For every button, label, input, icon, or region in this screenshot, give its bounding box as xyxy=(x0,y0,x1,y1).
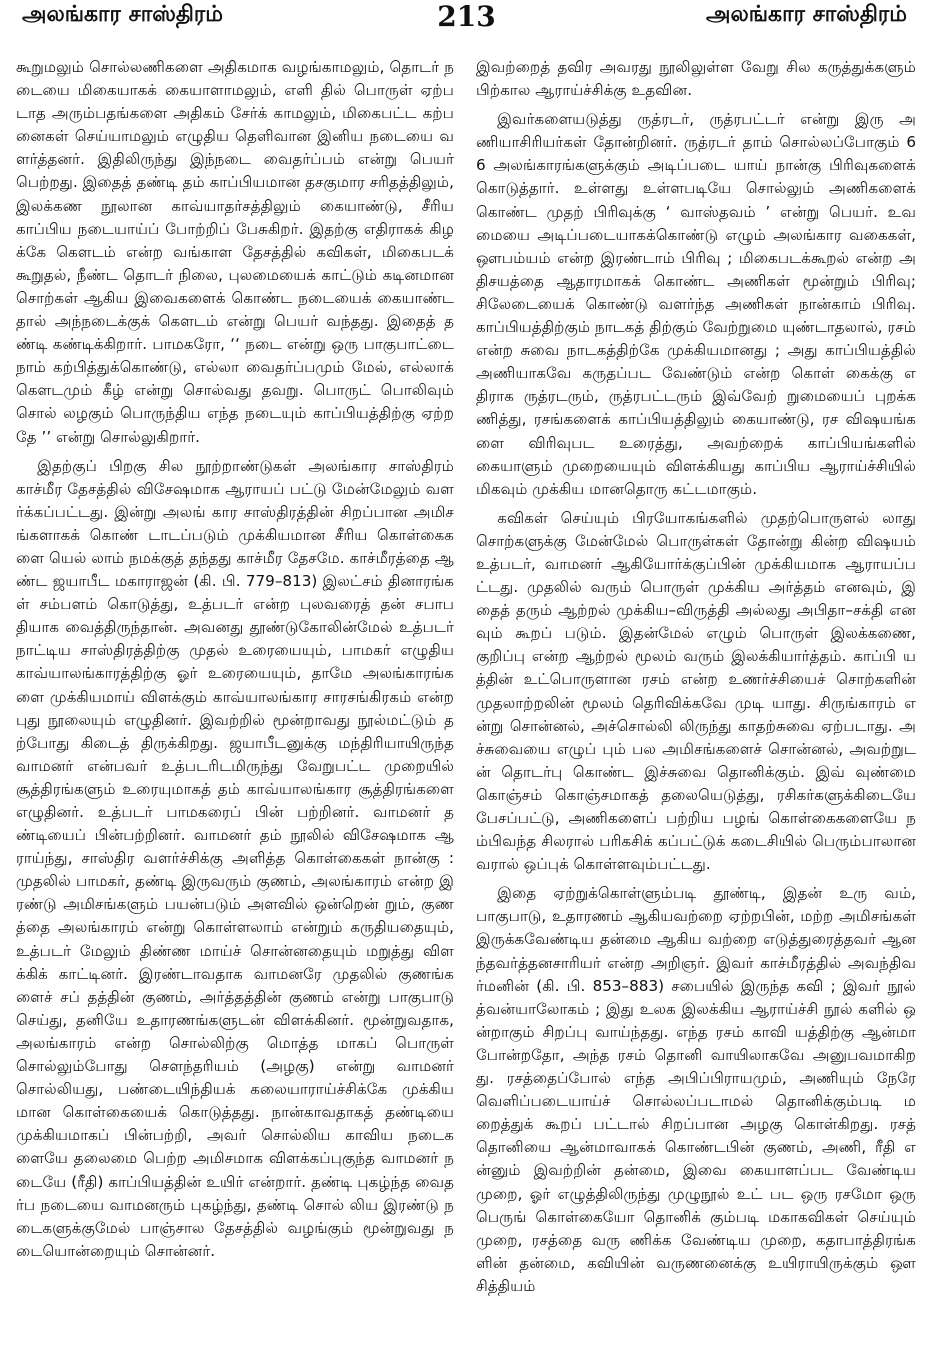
paragraph: இவற்றைத் தவிர அவரது நூலிலுள்ள வேறு சில கருத்துக்களும் பிற்கால ஆராய்ச்சிக்கு உதவின. xyxy=(476,58,916,100)
running-title-left: அலங்கார சாஸ்திரம் xyxy=(22,2,223,27)
running-title-right: அலங்கார சாஸ்திரம் xyxy=(706,2,907,27)
paragraph: இவர்களையடுத்து ருத்ரடர், ருத்ரபட்டர் என்று இரு அணியாசிரியர்கள் தோன்றினர். ருத்ரடர் தாம் சொல்லப்போகும் 66 அலங்காரங்களுக்கும் அடிப்படை யாய் நான்கு பிரிவுகளைக் கொடுத்தார். உள்ளது உள்ளபடியே சொல்லும் அணிகளைக் கொண்ட முதற் பிரிவுக்கு ‘ வாஸ்தவம் ’ என்று பெயர். உவமையை அடிப்படையாகக்கொண்டு எழும் அலங்கார வகைகள், ஔபம்யம் என்ற இரண்டாம் பிரிவு ; மிகைபடக்கூறல் என்ற அதிசயத்தை ஆதாரமாகக் கொண்ட அணிகள் மூன்றும் பிரிவு; சிலேடையைக் கொண்டு வளர்ந்த அணிகள் நான்காம் பிரிவு. காப்பியத்திற்கும் நாடகத் திற்கும் வேற்றுமை யுண்டாதலால், ரசம் என்ற சுவை நாடகத்திற்கே முக்கியமானது ; அது காப்பியத்தில் அணியாகவே கருதப்பட வேண்டும் என்ற கொள் கைக்கு எதிராக ருத்ரடரும், ருத்ரபட்டரும் இவ்வேற் றுமையைப் புறக்கணித்து, ரசங்களைக் காப்பியத்திலும் கையாண்டு, ரச விஷயங்களை விரிவுபட உரைத்து, அவற்றைக் காப்பியங்களில் கையாளும் முறையையும் விளக்கியது காப்பிய ஆராய்ச்சியில் மிகவும் முக்கிய மானதொரு கட்டமாகும். xyxy=(476,110,916,498)
page-header xyxy=(0,0,933,44)
paragraph: கூறுமலும் சொல்லணிகளை அதிகமாக வழங்காமலும், தொடர் நடையை மிகையாகக் கையாளாமலும், எளி தில் பொருள் ஏற்படாத அரும்பதங்களை அதிகம் சேர்க் காமலும், மிகைபட்ட கற்பனைகள் செய்யாமலும் எழுதிய தெளிவான இனிய நடையை வளர்த்தனர். இதிலிருந்து இந்நடை வைதர்ப்பம் என்று பெயர் பெற்றது. இதைத் தண்டி தம் காப்பியமான தசகுமார சரிதத்திலும், இலக்கண நூலான காவ்யாதர்சத்திலும் கையாண்டு, சீரிய காப்பிய நடையாய்ப் போற்றிப் பேசுகிறர். இதற்கு எதிராகக் கிழக்கே கௌடம் என்ற வங்காள தேசத்தில் கவிகள், மிகைபடக் கூறுதல், நீண்ட தொடர் நிலை, புலமையைக் காட்டும் கடினமான சொற்கள் ஆகிய இவைகளைக் கொண்ட நடையைக் கையாண்ட தால் அந்நடைக்குக் கௌடம் என்று பெயர் வந்தது. இதைத் தண்டி கண்டிக்கிறார். பாமகரோ, ‘‘ நடை என்று ஒரு பாகுபாட்டை நாம் கற்பித்துக்கொண்டு, எல்லா வைதர்ப்பமும் மேல், எல்லாக் கௌடமும் கீழ் என்று சொல்வது தவறு. பொருட் பொலிவும் சொல் லழகும் பொருந்திய எந்த நடையும் காப்பியத்திற்கு ஏற்றதே ’’ என்று சொல்லுகிறார். xyxy=(16,58,454,446)
right-column xyxy=(476,56,916,1356)
paragraph: கவிகள் செய்யும் பிரயோகங்களில் முதற்பொருளல் லாது சொற்களுக்கு மேன்மேல் பொருள்கள் தோன்று கின்ற விஷயம் உத்படர், வாமனர் ஆகியோர்க்குப்பின் முக்கியமாக ஆராயப்பட்டது. முதலில் வரும் பொருள் முக்கிய அர்த்தம் எனவும், இதைத் தரும் ஆற்றல் முக்கிய–விருத்தி அல்லது அபிதா–சக்தி எனவும் கூறப் படும். இதன்மேல் எழும் பொருள் இலக்கணை, குறிப்பு என்ற ஆற்றல் மூலம் வரும் இலக்கியார்த்தம். காப்பி யத்தின் உட்பொருளான ரசம் என்ற உணர்ச்சியைச் சொற்களின் முதலாற்றலின் மூலம் தெரிவிக்கவே முடி யாது. சிருங்காரம் என்று சொன்னல், அச்சொல்லி லிருந்து காதற்சுவை ஏற்படாது. அச்சுவையை எழுப் பும் பல அமிசங்களைச் சொன்னல், அவற்றுடன் தொடர்பு கொண்ட இச்சுவை தொனிக்கும். இவ் வுண்மை கொஞ்சம் கொஞ்சமாகத் தலையெடுத்து, ரசிகர்களுக்கிடையே பேசப்பட்டு, அணிகளைப் பற்றிய பழங் கொள்கைகளையே நம்பிவந்த சிலரால் பரிகசிக் கப்பட்டுக் கடைசியில் பெரும்பாலானவரால் ஒப்புக் கொள்ளவும்பட்டது. xyxy=(476,508,916,874)
page-number: 213 xyxy=(437,0,496,33)
paragraph: இதற்குப் பிறகு சில நூற்றாண்டுகள் அலங்கார சாஸ்திரம் காச்மீர தேசத்தில் விசேஷமாக ஆராயப் பட்டு மேன்மேலும் வளர்க்கப்பட்டது. இன்று அலங் கார சாஸ்திரத்தின் சிறப்பான அமிசங்களாகக் கொண் டாடப்படும் முக்கியமான சீரிய கொள்கைகளை யெல் லாம் நமக்குத் தந்தது காச்மீர தேசமே. காச்மீரத்தை ஆண்ட ஜயாபீட மகாராஜன் (கி. பி. 779–813) இலட்சம் தினாரங்கள் சம்பளம் கொடுத்து, உத்படர் என்ற புலவரைத் தன் சபாபதியாக வைத்திருந்தான். அவனது தூண்டுகோலின்மேல் உத்படர் நாட்டிய சாஸ்திரத்திற்கு முதல் உரையையும், பாமகர் எழுதிய காவ்யாலங்காரத்திற்கு ஓர் உரையையும், தாமே அலங்காரங்களை முக்கியமாய் விளக்கும் காவ்யாலங்கார சாரசங்கிரகம் என்ற புது நூலையும் எழுதினர். இவற்றில் மூன்றாவது நூல்மட்டும் தற்போது கிடைத் திருக்கிறது. ஜயாபீடனுக்கு மந்திரியாயிருந்த வாமனர் என்பவர் உத்படரிடமிருந்து வேறுபட்ட முறையில் சூத்திரங்களும் உரையுமாகத் தம் காவ்யாலங்கார சூத்திரங்களை எழுதினர். உத்படர் பாமகரைப் பின் பற்றினர். வாமனர் தண்டியைப் பின்பற்றினர். வாமனர் தம் நூலில் விசேஷமாக ஆராய்ந்து, சாஸ்திர வளர்ச்சிக்கு அளித்த கொள்கைகள் நான்கு : முதலில் பாமகர், தண்டி இருவரும் குணம், அலங்காரம் என்ற இரண்டு அமிசங்களும் பயன்படும் அளவில் ஒன்றென் றும், குணத்தை அலங்காரம் என்று கொள்ளலாம் என்றும் கருதியதையும், உத்படர் மேலும் திண்ண மாய்ச் சொன்னதையும் மறுத்து விளக்கிக் காட்டினர். இரண்டாவதாக வாமனரே முதலில் குணங்களைச் சப் தத்தின் குணம், அர்த்தத்தின் குணம் என்று பாகுபாடு செய்து, தனியே உதாரணங்களுடன் விளக்கினர். மூன்றுவதாக, அலங்காரம் என்ற சொல்லிற்கு மொத்த மாகப் பொருள் சொல்லும்போது சௌந்தரியம் (அழகு) என்று வாமனர் சொல்லியது, பண்டையிந்தியக் கலையாராய்ச்சிக்கே முக்கியமான கொள்கையைக் கொடுத்தது. நான்காவதாகத் தண்டியை முக்கியமாகப் பின்பற்றி, அவர் சொல்லிய காவிய நடைகளையே தலைமை பெற்ற அமிசமாக விளக்கப்புகுந்த வாமனர் நடையே (ரீதி) காப்பியத்தின் உயிர் என்றார். தண்டி புகழ்ந்த வைதர்ப நடையை வாமனரும் புகழ்ந்து, தண்டி சொல் லிய இரண்டு நடைகளுக்குமேல் பாஞ்சால தேசத்தில் வழங்கும் மூன்றுவது நடையொன்றையும் சொன்னர். xyxy=(16,456,454,1260)
paragraph: இதை ஏற்றுக்கொள்ளும்படி தூண்டி, இதன் உரு வம், பாகுபாடு, உதாரணம் ஆகியவற்றை ஏற்றபின், மற்ற அமிசங்கள் இருக்கவேண்டிய தன்மை ஆகிய வற்றை எடுத்துரைத்தவர் ஆனந்தவர்த்தனசாரியர் என்ற அறிஞர். இவர் காச்மீரத்தில் அவந்திவர்மனின் (கி. பி. 853–883) சபையில் இருந்த கவி ; இவர் நூல் த்வன்யாலோகம் ; இது உலக இலக்கிய ஆராய்ச்சி நூல் களில் ஒன்றாகும் சிறப்பு வாய்ந்தது. எந்த ரசம் காவி யத்திற்கு ஆன்மா போன்றதோ, அந்த ரசம் தொனி வாயிலாகவே அனுபவமாகிறது. ரசத்தைப்போல் எந்த அபிப்பிராயமும், அணியும் நேரே வெளிப்படையாய்ச் சொல்லப்படாமல் தொனிக்கும்படி மறைத்துக் கூறப் பட்டால் சிறப்பான அழகு கொள்கிறது. ரசத் தொனியை ஆன்மாவாகக் கொண்டபின் குணம், அணி, ரீதி என்னும் இவற்றின் தன்மை, இவை கையாளப்பட வேண்டிய முறை, ஓர் எழுத்திலிருந்து முழுநூல் உட் பட ஒரு ரசமோ ஒரு பெருங் கொள்கையோ தொனிக் கும்படி மகாகவிகள் செய்யும் முறை, ரசத்தை வரு ணிக்க வேண்டிய முறை, கதாபாத்திரங்களின் தன்மை, கவியின் வருணனைக்கு உயிராயிருக்கும் ஔசித்தியம் xyxy=(476,884,916,1295)
left-column xyxy=(16,56,454,1356)
